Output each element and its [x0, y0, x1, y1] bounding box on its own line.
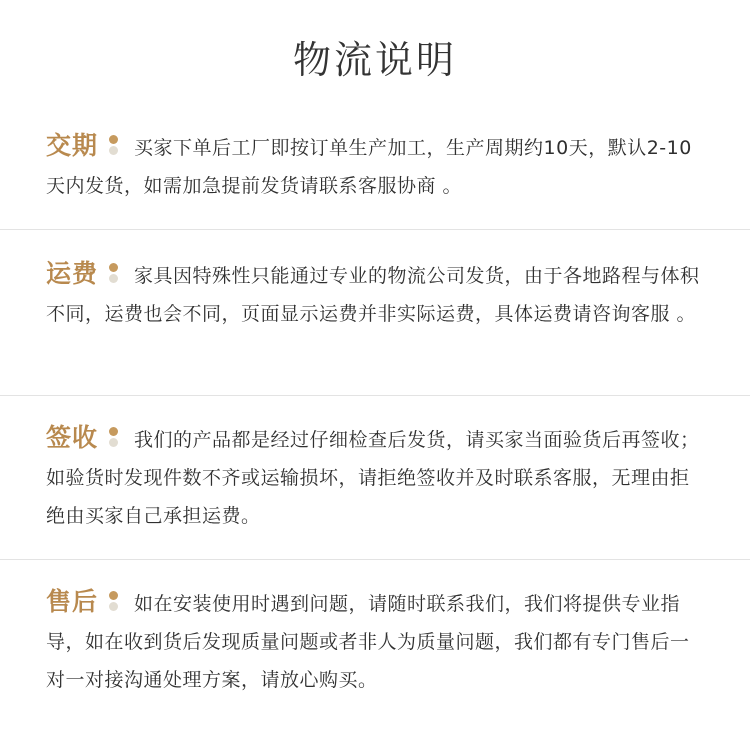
divider	[0, 229, 750, 230]
bullet-dots-icon	[106, 426, 120, 448]
section-label-delivery-time: 交期	[46, 131, 99, 160]
section-text-delivery-time: 买家下单后工厂即按订单生产加工，生产周期约10天，默认2-10天内发货，如需加急提前发货请联系客服协商 。	[46, 137, 692, 197]
page-title: 物流说明	[292, 38, 457, 82]
bullet-dots-icon	[106, 262, 120, 284]
section-text-after-sales: 如在安装使用时遇到问题，请随时联系我们，我们将提供专业指导，如在收到货后发现质量问题或者非人为质量问题，我们都有专门售后一对一对接沟通处理方案，请放心购买。	[46, 593, 690, 691]
section-label-after-sales: 售后	[46, 587, 99, 616]
section-after-sales	[0, 583, 750, 699]
divider	[0, 559, 750, 560]
bullet-dots-icon	[106, 134, 120, 156]
section-text-sign-receipt: 我们的产品都是经过仔细检查后发货，请买家当面验货后再签收；如验货时发现件数不齐或运输损坏，请拒绝签收并及时联系客服，无理由拒绝由买家自己承担运费。	[46, 429, 700, 527]
section-label-shipping-fee: 运费	[46, 259, 99, 288]
section-shipping-fee	[0, 255, 750, 333]
divider	[0, 395, 750, 396]
section-sign-receipt	[0, 419, 750, 535]
section-label-sign-receipt: 签收	[46, 423, 99, 452]
section-delivery-time	[0, 127, 750, 205]
section-text-shipping-fee: 家具因特殊性只能通过专业的物流公司发货，由于各地路程与体积不同，运费也会不同，页面显示运费并非实际运费，具体运费请咨询客服 。	[46, 265, 700, 325]
bullet-dots-icon	[106, 590, 120, 612]
